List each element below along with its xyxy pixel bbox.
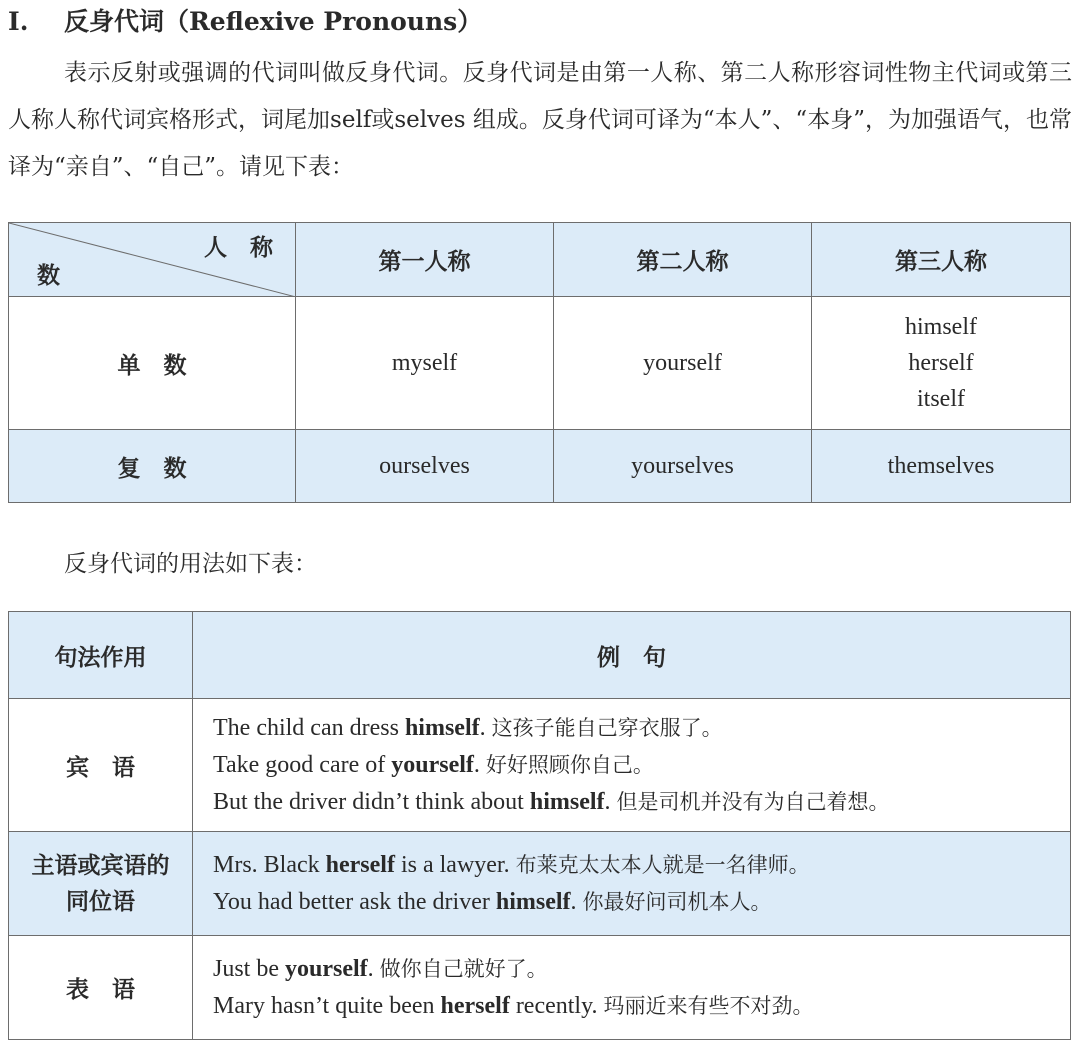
table2-header-row xyxy=(9,612,1071,699)
examples-predicative xyxy=(193,936,1071,1040)
table1-header-row xyxy=(9,223,1071,297)
corner-number-label: 数 xyxy=(37,262,60,289)
usage-row-object xyxy=(9,699,1071,832)
header-first-person: 第一人称 xyxy=(296,223,554,297)
example-sentence: Take good care of yourself. 好好照顾你自己。 xyxy=(213,751,654,778)
plural-label: 复 数 xyxy=(9,430,296,503)
section-title: 反身代词（Reflexive Pronouns） xyxy=(64,7,483,36)
plural-second-person: yourselves xyxy=(554,430,812,503)
example-sentence: Mrs. Black herself is a lawyer. 布莱克太太本人就是一名律师。 xyxy=(213,851,810,878)
example-sentence: The child can dress himself. 这孩子能自己穿衣服了。 xyxy=(213,714,723,741)
plural-third-person: themselves xyxy=(812,430,1071,503)
corner-person-label: 人 称 xyxy=(204,234,273,261)
pronoun-himself: himself xyxy=(905,314,977,340)
role-appositive: 主语或宾语的 同位语 xyxy=(9,832,193,936)
pronoun-itself: itself xyxy=(917,386,965,412)
header-third-person: 第三人称 xyxy=(812,223,1071,297)
pronoun-herself: herself xyxy=(908,350,974,376)
usage-row-appositive xyxy=(9,832,1071,936)
header-example: 例 句 xyxy=(193,612,1071,699)
usage-intro: 反身代词的用法如下表： xyxy=(64,551,317,577)
plural-first-person: ourselves xyxy=(296,430,554,503)
examples-object xyxy=(193,699,1071,832)
examples-appositive xyxy=(193,832,1071,936)
example-sentence: Just be yourself. 做你自己就好了。 xyxy=(213,955,548,982)
role-object: 宾 语 xyxy=(9,699,193,832)
header-syntax-role: 句法作用 xyxy=(9,612,193,699)
example-sentence: You had better ask the driver himself. 你最好问司机本人。 xyxy=(213,888,772,915)
usage-table xyxy=(8,611,1071,1040)
section-heading xyxy=(8,4,482,40)
example-sentence: Mary hasn’t quite been herself recently. 玛丽近来有些不对劲。 xyxy=(213,992,814,1019)
singular-second-person: yourself xyxy=(554,297,812,430)
intro-paragraph: 表示反射或强调的代词叫做反身代词。反身代词是由第一人称、第二人称形容词性物主代词或第三人称人称代词宾格形式，词尾加self或selves 组成。反身代词可译为“本人”、“本身”，为加强语气，也常译为“亲自”、“自己”。请见下表： xyxy=(8,60,1072,180)
table1-corner-cell xyxy=(9,223,296,297)
usage-row-predicative xyxy=(9,936,1071,1040)
plural-row xyxy=(9,430,1071,503)
header-second-person: 第二人称 xyxy=(554,223,812,297)
singular-label: 单 数 xyxy=(9,297,296,430)
role-predicative: 表 语 xyxy=(9,936,193,1040)
section-number: I. xyxy=(8,7,29,36)
singular-third-person xyxy=(812,297,1071,430)
example-sentence: But the driver didn’t think about himself. 但是司机并没有为自己着想。 xyxy=(213,788,890,815)
singular-first-person: myself xyxy=(296,297,554,430)
singular-row xyxy=(9,297,1071,430)
reflexive-pronoun-table xyxy=(8,222,1071,503)
